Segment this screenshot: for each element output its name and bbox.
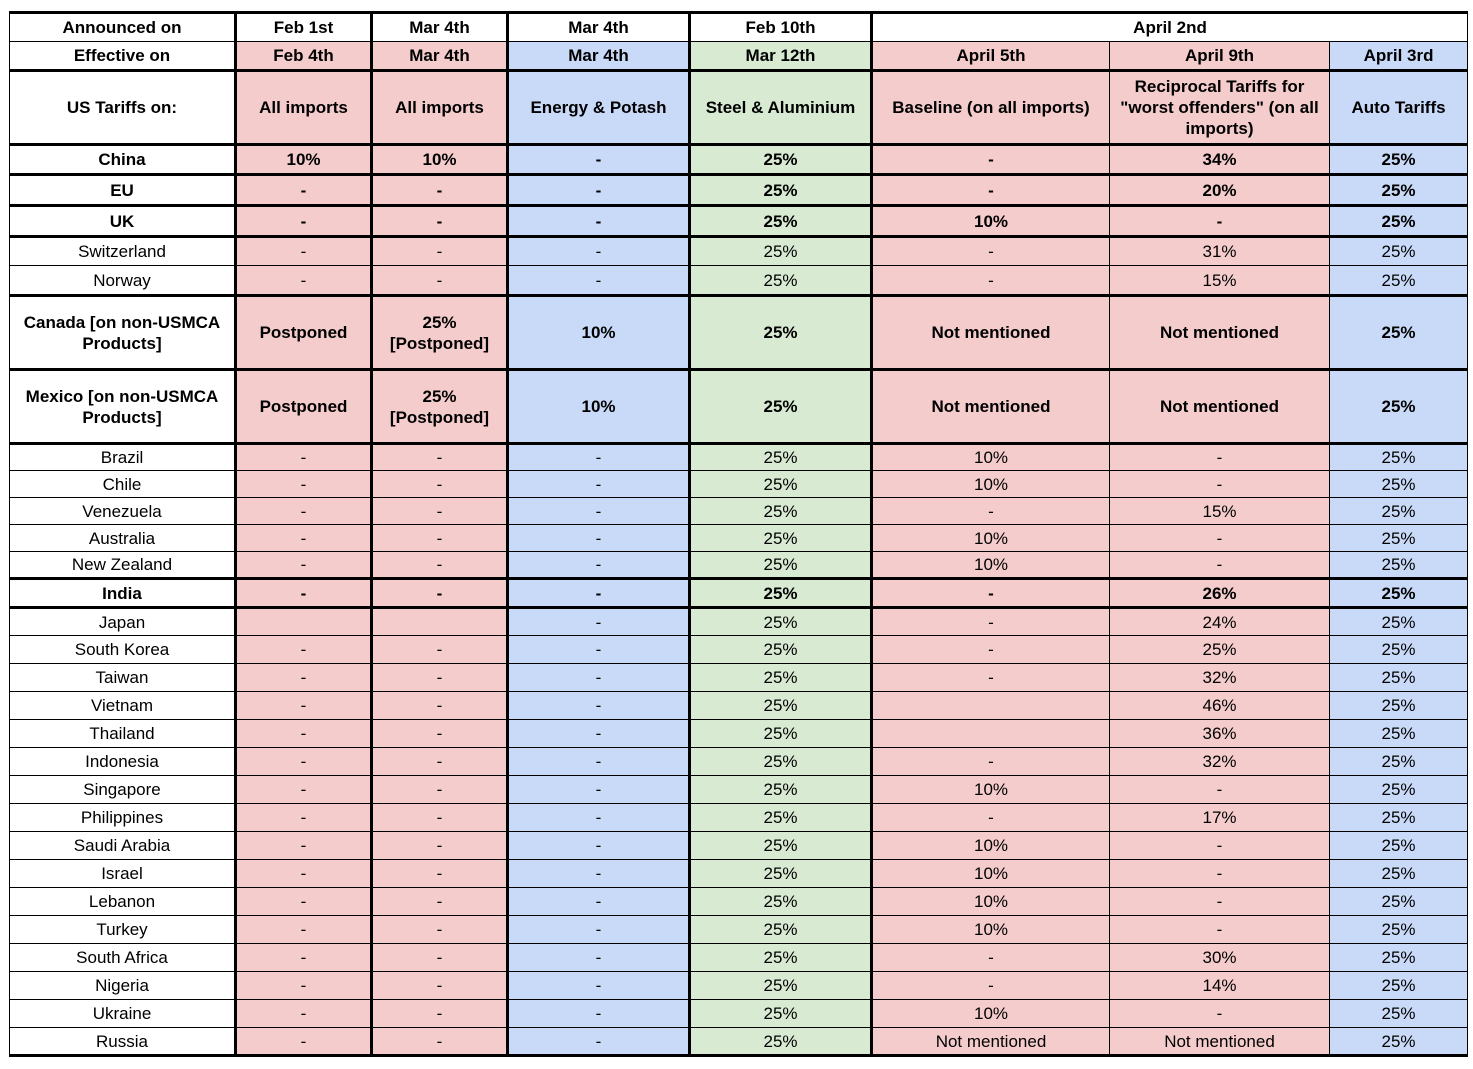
country-cell[interactable]: Thailand	[10, 720, 236, 748]
table-row	[10, 692, 1468, 720]
table-row	[10, 296, 1468, 370]
tariff-cell[interactable]: 25%	[690, 370, 872, 444]
tariff-cell[interactable]: -	[1110, 916, 1330, 944]
tariff-cell[interactable]: 25%	[1330, 776, 1468, 804]
tariff-cell[interactable]: 25%	[1330, 266, 1468, 296]
country-cell[interactable]: China	[10, 145, 236, 175]
tariff-cell[interactable]: 20%	[1110, 175, 1330, 206]
tariff-cell[interactable]: 25%	[690, 525, 872, 552]
tariff-cell[interactable]: -	[372, 664, 508, 692]
tariff-cell[interactable]: -	[372, 972, 508, 1000]
table-row	[10, 804, 1468, 832]
tariff-cell[interactable]: -	[372, 748, 508, 776]
tariff-cell[interactable]: 25%	[690, 776, 872, 804]
tariff-cell[interactable]: 25%	[690, 804, 872, 832]
tariff-cell[interactable]: 25%	[690, 552, 872, 579]
country-cell[interactable]: Indonesia	[10, 748, 236, 776]
tariff-cell[interactable]: 10%	[372, 145, 508, 175]
tariff-cell[interactable]: -	[236, 1028, 372, 1056]
tariff-cell[interactable]: -	[236, 636, 372, 664]
tariff-cell[interactable]: -	[372, 525, 508, 552]
country-cell[interactable]: Vietnam	[10, 692, 236, 720]
tariff-cell[interactable]: -	[508, 525, 690, 552]
tariff-cell[interactable]: -	[508, 748, 690, 776]
tariff-cell[interactable]: 15%	[1110, 498, 1330, 525]
table-row	[10, 832, 1468, 860]
country-cell[interactable]: New Zealand	[10, 552, 236, 579]
tariff-2[interactable]: Energy & Potash	[508, 71, 690, 145]
country-cell[interactable]: Switzerland	[10, 237, 236, 266]
tariff-cell[interactable]: 25%	[690, 692, 872, 720]
tariff-cell[interactable]: 25%	[690, 636, 872, 664]
country-cell[interactable]: Mexico [on non-USMCA Products]	[10, 370, 236, 444]
tariff-cell[interactable]: -	[236, 206, 372, 237]
tariff-cell[interactable]: -	[872, 608, 1110, 636]
tariff-cell[interactable]: -	[508, 1028, 690, 1056]
tariff-cell[interactable]: -	[872, 636, 1110, 664]
tariff-cell[interactable]: -	[1110, 1000, 1330, 1028]
table-row	[10, 860, 1468, 888]
tariff-cell[interactable]: 10%	[872, 916, 1110, 944]
tariff-0[interactable]: All imports	[236, 71, 372, 145]
table-row	[10, 370, 1468, 444]
tariff-cell[interactable]: 25%	[1330, 296, 1468, 370]
tariff-cell[interactable]: 25%	[1330, 237, 1468, 266]
tariff-cell[interactable]: 10%	[872, 444, 1110, 471]
country-cell[interactable]: Canada [on non-USMCA Products]	[10, 296, 236, 370]
tariff-cell[interactable]: 25%	[690, 972, 872, 1000]
table-row	[10, 748, 1468, 776]
tariff-cell[interactable]: Not mentioned	[872, 370, 1110, 444]
tariff-cell[interactable]: -	[372, 498, 508, 525]
tariff-cell[interactable]: -	[372, 266, 508, 296]
effective-1[interactable]: Mar 4th	[372, 42, 508, 71]
tariff-cell[interactable]: 25%	[1330, 206, 1468, 237]
announced-mar4-a[interactable]: Mar 4th	[372, 13, 508, 42]
tariff-cell[interactable]: -	[1110, 832, 1330, 860]
tariff-cell[interactable]: Not mentioned	[1110, 296, 1330, 370]
country-cell[interactable]: South Africa	[10, 944, 236, 972]
announced-april2[interactable]: April 2nd	[872, 13, 1468, 42]
tariff-cell[interactable]: -	[372, 916, 508, 944]
tariff-cell[interactable]: -	[372, 471, 508, 498]
tariff-cell[interactable]: 14%	[1110, 972, 1330, 1000]
tariff-cell[interactable]: -	[236, 692, 372, 720]
tariff-cell[interactable]: 25%	[1330, 1000, 1468, 1028]
tariff-cell[interactable]	[236, 608, 372, 636]
tariff-cell[interactable]: 25%	[1330, 748, 1468, 776]
tariff-cell[interactable]: 25%	[690, 748, 872, 776]
tariff-cell[interactable]: -	[508, 720, 690, 748]
tariff-cell[interactable]: -	[872, 748, 1110, 776]
tariff-cell[interactable]: -	[508, 498, 690, 525]
tariff-cell[interactable]: 10%	[872, 1000, 1110, 1028]
tariff-cell[interactable]: -	[508, 471, 690, 498]
tariff-cell[interactable]: -	[872, 664, 1110, 692]
tariff-cell[interactable]: -	[1110, 552, 1330, 579]
country-cell[interactable]: Saudi Arabia	[10, 832, 236, 860]
tariff-cell[interactable]: -	[236, 776, 372, 804]
table-row	[10, 266, 1468, 296]
tariff-cell[interactable]: -	[508, 266, 690, 296]
effective-0[interactable]: Feb 4th	[236, 42, 372, 71]
tariff-cell[interactable]: -	[508, 175, 690, 206]
tariff-cell[interactable]: -	[236, 266, 372, 296]
tariff-cell[interactable]: 25%	[1330, 916, 1468, 944]
announced-feb1[interactable]: Feb 1st	[236, 13, 372, 42]
country-cell[interactable]: India	[10, 579, 236, 608]
tariff-cell[interactable]: 25%	[1330, 145, 1468, 175]
tariff-cell[interactable]: -	[236, 471, 372, 498]
tariffs-label[interactable]: US Tariffs on:	[10, 71, 236, 145]
table-row	[10, 916, 1468, 944]
tariff-cell[interactable]: -	[508, 1000, 690, 1028]
tariff-cell[interactable]: -	[1110, 776, 1330, 804]
tariff-cell[interactable]: 25%	[1330, 692, 1468, 720]
tariff-cell[interactable]: 25%	[1330, 444, 1468, 471]
tariff-cell[interactable]: -	[372, 444, 508, 471]
tariff-cell[interactable]: 25%	[690, 860, 872, 888]
tariff-cell[interactable]: -	[508, 804, 690, 832]
tariff-3[interactable]: Steel & Aluminium	[690, 71, 872, 145]
tariff-cell[interactable]: 25%	[1330, 944, 1468, 972]
tariff-cell[interactable]: 10%	[872, 552, 1110, 579]
tariff-cell[interactable]: -	[236, 664, 372, 692]
tariff-cell[interactable]: 25%	[1330, 720, 1468, 748]
tariff-cell[interactable]: -	[508, 944, 690, 972]
tariff-cell[interactable]: 25% [Postponed]	[372, 370, 508, 444]
tariff-cell[interactable]	[872, 720, 1110, 748]
tariff-cell[interactable]: -	[872, 266, 1110, 296]
tariff-1[interactable]: All imports	[372, 71, 508, 145]
tariff-cell[interactable]: -	[872, 237, 1110, 266]
country-cell[interactable]: Brazil	[10, 444, 236, 471]
tariff-cell[interactable]: -	[236, 748, 372, 776]
tariff-cell[interactable]: 10%	[872, 776, 1110, 804]
country-cell[interactable]: Norway	[10, 266, 236, 296]
tariff-cell[interactable]: 10%	[872, 525, 1110, 552]
table-row	[10, 608, 1468, 636]
tariff-cell[interactable]: 34%	[1110, 145, 1330, 175]
tariff-cell[interactable]: -	[236, 444, 372, 471]
tariff-cell[interactable]: 25%	[690, 471, 872, 498]
table-row	[10, 498, 1468, 525]
tariff-cell[interactable]	[872, 692, 1110, 720]
tariff-cell[interactable]: 25%	[690, 888, 872, 916]
table-row	[10, 776, 1468, 804]
tariff-cell[interactable]: -	[1110, 444, 1330, 471]
tariff-4[interactable]: Baseline (on all imports)	[872, 71, 1110, 145]
announced-feb10[interactable]: Feb 10th	[690, 13, 872, 42]
tariff-cell[interactable]: -	[372, 720, 508, 748]
tariff-cell[interactable]: 10%	[508, 370, 690, 444]
effective-2[interactable]: Mar 4th	[508, 42, 690, 71]
tariff-cell[interactable]: 15%	[1110, 266, 1330, 296]
tariff-cell[interactable]: -	[872, 944, 1110, 972]
tariff-cell[interactable]: 25%	[1330, 636, 1468, 664]
tariff-cell[interactable]: 10%	[872, 860, 1110, 888]
tariff-table	[9, 11, 1468, 1057]
tariff-cell[interactable]: Not mentioned	[872, 1028, 1110, 1056]
tariff-cell[interactable]: -	[508, 608, 690, 636]
country-cell[interactable]: EU	[10, 175, 236, 206]
country-cell[interactable]: Chile	[10, 471, 236, 498]
tariff-cell[interactable]: -	[872, 972, 1110, 1000]
tariff-cell[interactable]: 25%	[1330, 804, 1468, 832]
tariff-cell[interactable]: -	[1110, 888, 1330, 916]
tariff-cell[interactable]: 26%	[1110, 579, 1330, 608]
announced-mar4-b[interactable]: Mar 4th	[508, 13, 690, 42]
tariff-cell[interactable]: -	[508, 579, 690, 608]
tariff-cell[interactable]: -	[508, 444, 690, 471]
tariff-cell[interactable]: 30%	[1110, 944, 1330, 972]
effective-6[interactable]: April 3rd	[1330, 42, 1468, 71]
tariff-cell[interactable]: 10%	[508, 296, 690, 370]
tariff-cell[interactable]: -	[872, 498, 1110, 525]
tariff-cell[interactable]: -	[372, 888, 508, 916]
tariff-cell[interactable]: 10%	[872, 206, 1110, 237]
tariff-cell[interactable]: -	[372, 636, 508, 664]
tariff-cell[interactable]: -	[236, 972, 372, 1000]
country-cell[interactable]: Philippines	[10, 804, 236, 832]
tariff-cell[interactable]: Not mentioned	[872, 296, 1110, 370]
table-row	[10, 664, 1468, 692]
tariff-6[interactable]: Auto Tariffs	[1330, 71, 1468, 145]
tariff-cell[interactable]: -	[236, 720, 372, 748]
table-row	[10, 888, 1468, 916]
tariff-cell[interactable]: -	[872, 579, 1110, 608]
tariff-cell[interactable]: 25%	[1330, 579, 1468, 608]
tariff-cell[interactable]: Not mentioned	[1110, 370, 1330, 444]
country-cell[interactable]: Turkey	[10, 916, 236, 944]
country-cell[interactable]: Lebanon	[10, 888, 236, 916]
tariff-cell[interactable]: -	[236, 237, 372, 266]
tariff-cell[interactable]: 25%	[1330, 498, 1468, 525]
tariff-cell[interactable]: 17%	[1110, 804, 1330, 832]
tariff-cell[interactable]: -	[372, 944, 508, 972]
tariff-cell[interactable]: 25%	[690, 145, 872, 175]
tariff-cell[interactable]: -	[508, 832, 690, 860]
country-cell[interactable]: UK	[10, 206, 236, 237]
tariff-cell[interactable]: 25%	[690, 944, 872, 972]
table-row	[10, 471, 1468, 498]
tariff-cell[interactable]: -	[372, 860, 508, 888]
tariff-cell[interactable]: -	[236, 498, 372, 525]
country-cell[interactable]: Russia	[10, 1028, 236, 1056]
tariff-cell[interactable]: -	[372, 579, 508, 608]
effective-5[interactable]: April 9th	[1110, 42, 1330, 71]
tariff-cell[interactable]: -	[236, 552, 372, 579]
table-row	[10, 145, 1468, 175]
table-row	[10, 1000, 1468, 1028]
tariff-cell[interactable]: 25%	[1330, 664, 1468, 692]
tariff-cell[interactable]: 10%	[872, 471, 1110, 498]
tariff-cell[interactable]: 25%	[690, 720, 872, 748]
country-cell[interactable]: Ukraine	[10, 1000, 236, 1028]
tariff-cell[interactable]: Not mentioned	[1110, 1028, 1330, 1056]
tariff-cell[interactable]: 36%	[1110, 720, 1330, 748]
tariff-cell[interactable]: -	[508, 206, 690, 237]
tariff-cell[interactable]: -	[508, 692, 690, 720]
tariff-cell[interactable]: -	[236, 1000, 372, 1028]
tariff-cell[interactable]: -	[508, 145, 690, 175]
tariff-cell[interactable]: 32%	[1110, 748, 1330, 776]
country-cell[interactable]: Venezuela	[10, 498, 236, 525]
tariff-cell[interactable]: -	[508, 972, 690, 1000]
tariff-cell[interactable]: 25%	[1330, 888, 1468, 916]
effective-label[interactable]: Effective on	[10, 42, 236, 71]
country-cell[interactable]: Japan	[10, 608, 236, 636]
tariff-cell[interactable]: -	[1110, 471, 1330, 498]
tariff-cell[interactable]: -	[508, 237, 690, 266]
announced-label[interactable]: Announced on	[10, 13, 236, 42]
tariff-cell[interactable]: -	[372, 1028, 508, 1056]
tariff-cell[interactable]: -	[508, 636, 690, 664]
tariff-cell[interactable]: -	[508, 888, 690, 916]
tariff-cell[interactable]: 10%	[236, 145, 372, 175]
tariff-cell[interactable]: -	[236, 579, 372, 608]
tariff-cell[interactable]: -	[372, 552, 508, 579]
tariff-cell[interactable]: -	[1110, 860, 1330, 888]
tariff-cell[interactable]: 25%	[1330, 370, 1468, 444]
tariff-cell[interactable]: -	[236, 860, 372, 888]
tariff-cell[interactable]: -	[236, 888, 372, 916]
tariff-cell[interactable]: -	[372, 206, 508, 237]
tariff-cell[interactable]: 25%	[1330, 608, 1468, 636]
tariff-cell[interactable]: -	[1110, 525, 1330, 552]
tariff-cell[interactable]: 46%	[1110, 692, 1330, 720]
country-cell[interactable]: Singapore	[10, 776, 236, 804]
effective-3[interactable]: Mar 12th	[690, 42, 872, 71]
table-row	[10, 444, 1468, 471]
tariff-cell[interactable]: -	[372, 832, 508, 860]
table-row	[10, 579, 1468, 608]
table-row	[10, 552, 1468, 579]
tariff-cell[interactable]: -	[236, 525, 372, 552]
tariff-cell[interactable]: -	[508, 664, 690, 692]
tariff-cell[interactable]: -	[236, 944, 372, 972]
tariff-cell[interactable]: 25%	[690, 579, 872, 608]
tariff-cell[interactable]: 25%	[690, 296, 872, 370]
table-row	[10, 720, 1468, 748]
tariff-cell[interactable]: -	[872, 175, 1110, 206]
tariff-cell[interactable]: 25%	[690, 916, 872, 944]
tariff-cell[interactable]: 25%	[1110, 636, 1330, 664]
tariff-cell[interactable]: 25%	[690, 444, 872, 471]
tariff-cell[interactable]: -	[508, 916, 690, 944]
tariff-cell[interactable]: -	[372, 175, 508, 206]
tariff-cell[interactable]: -	[508, 776, 690, 804]
tariff-cell[interactable]: -	[236, 832, 372, 860]
announced-row	[10, 13, 1468, 42]
tariff-cell[interactable]: 25%	[690, 266, 872, 296]
tariff-cell[interactable]: Postponed	[236, 296, 372, 370]
tariff-cell[interactable]: -	[508, 552, 690, 579]
table-row	[10, 972, 1468, 1000]
tariff-cell[interactable]: -	[508, 860, 690, 888]
tariff-cell[interactable]: 10%	[872, 888, 1110, 916]
tariff-cell[interactable]: 24%	[1110, 608, 1330, 636]
tariffs-row	[10, 71, 1468, 145]
tariff-cell[interactable]: 25%	[1330, 175, 1468, 206]
tariff-cell[interactable]: -	[372, 1000, 508, 1028]
tariff-cell[interactable]: 25%	[1330, 525, 1468, 552]
effective-row	[10, 42, 1468, 71]
table-row	[10, 175, 1468, 206]
tariff-cell[interactable]: 25%	[690, 1000, 872, 1028]
tariff-cell[interactable]: 25%	[1330, 860, 1468, 888]
tariff-cell[interactable]: -	[372, 804, 508, 832]
country-cell[interactable]: Taiwan	[10, 664, 236, 692]
tariff-cell[interactable]: 31%	[1110, 237, 1330, 266]
effective-4[interactable]: April 5th	[872, 42, 1110, 71]
tariff-cell[interactable]: 25%	[690, 832, 872, 860]
tariff-cell[interactable]: -	[372, 237, 508, 266]
tariff-cell[interactable]: 25%	[1330, 471, 1468, 498]
tariff-cell[interactable]: -	[236, 175, 372, 206]
tariff-cell[interactable]: -	[236, 804, 372, 832]
tariff-cell[interactable]: 25%	[690, 175, 872, 206]
tariff-cell[interactable]: 25%	[1330, 972, 1468, 1000]
tariff-5[interactable]: Reciprocal Tariffs for "worst offenders" (on all imports)	[1110, 71, 1330, 145]
tariff-cell[interactable]: -	[1110, 206, 1330, 237]
tariff-cell[interactable]: 25%	[690, 664, 872, 692]
table-row	[10, 237, 1468, 266]
table-row	[10, 525, 1468, 552]
tariff-cell[interactable]: 10%	[872, 832, 1110, 860]
tariff-cell[interactable]: 25%	[690, 206, 872, 237]
tariff-cell[interactable]	[372, 608, 508, 636]
tariff-cell[interactable]: -	[372, 692, 508, 720]
country-cell[interactable]: Australia	[10, 525, 236, 552]
table-row	[10, 1028, 1468, 1056]
tariff-cell[interactable]: 25%	[690, 608, 872, 636]
country-cell[interactable]: Israel	[10, 860, 236, 888]
table-row	[10, 206, 1468, 237]
tariff-cell[interactable]: -	[872, 145, 1110, 175]
tariff-cell[interactable]: 25%	[690, 237, 872, 266]
tariff-cell[interactable]: 25% [Postponed]	[372, 296, 508, 370]
tariff-cell[interactable]: 25%	[690, 498, 872, 525]
tariff-cell[interactable]: 25%	[1330, 832, 1468, 860]
table-row	[10, 944, 1468, 972]
tariff-cell[interactable]: 25%	[1330, 552, 1468, 579]
tariff-cell[interactable]: -	[872, 804, 1110, 832]
tariff-cell[interactable]: -	[236, 916, 372, 944]
tariff-cell[interactable]: 25%	[690, 1028, 872, 1056]
country-cell[interactable]: Nigeria	[10, 972, 236, 1000]
tariff-cell[interactable]: 32%	[1110, 664, 1330, 692]
tariff-cell[interactable]: -	[372, 776, 508, 804]
table-row	[10, 636, 1468, 664]
country-cell[interactable]: South Korea	[10, 636, 236, 664]
tariff-cell[interactable]: Postponed	[236, 370, 372, 444]
tariff-cell[interactable]: 25%	[1330, 1028, 1468, 1056]
